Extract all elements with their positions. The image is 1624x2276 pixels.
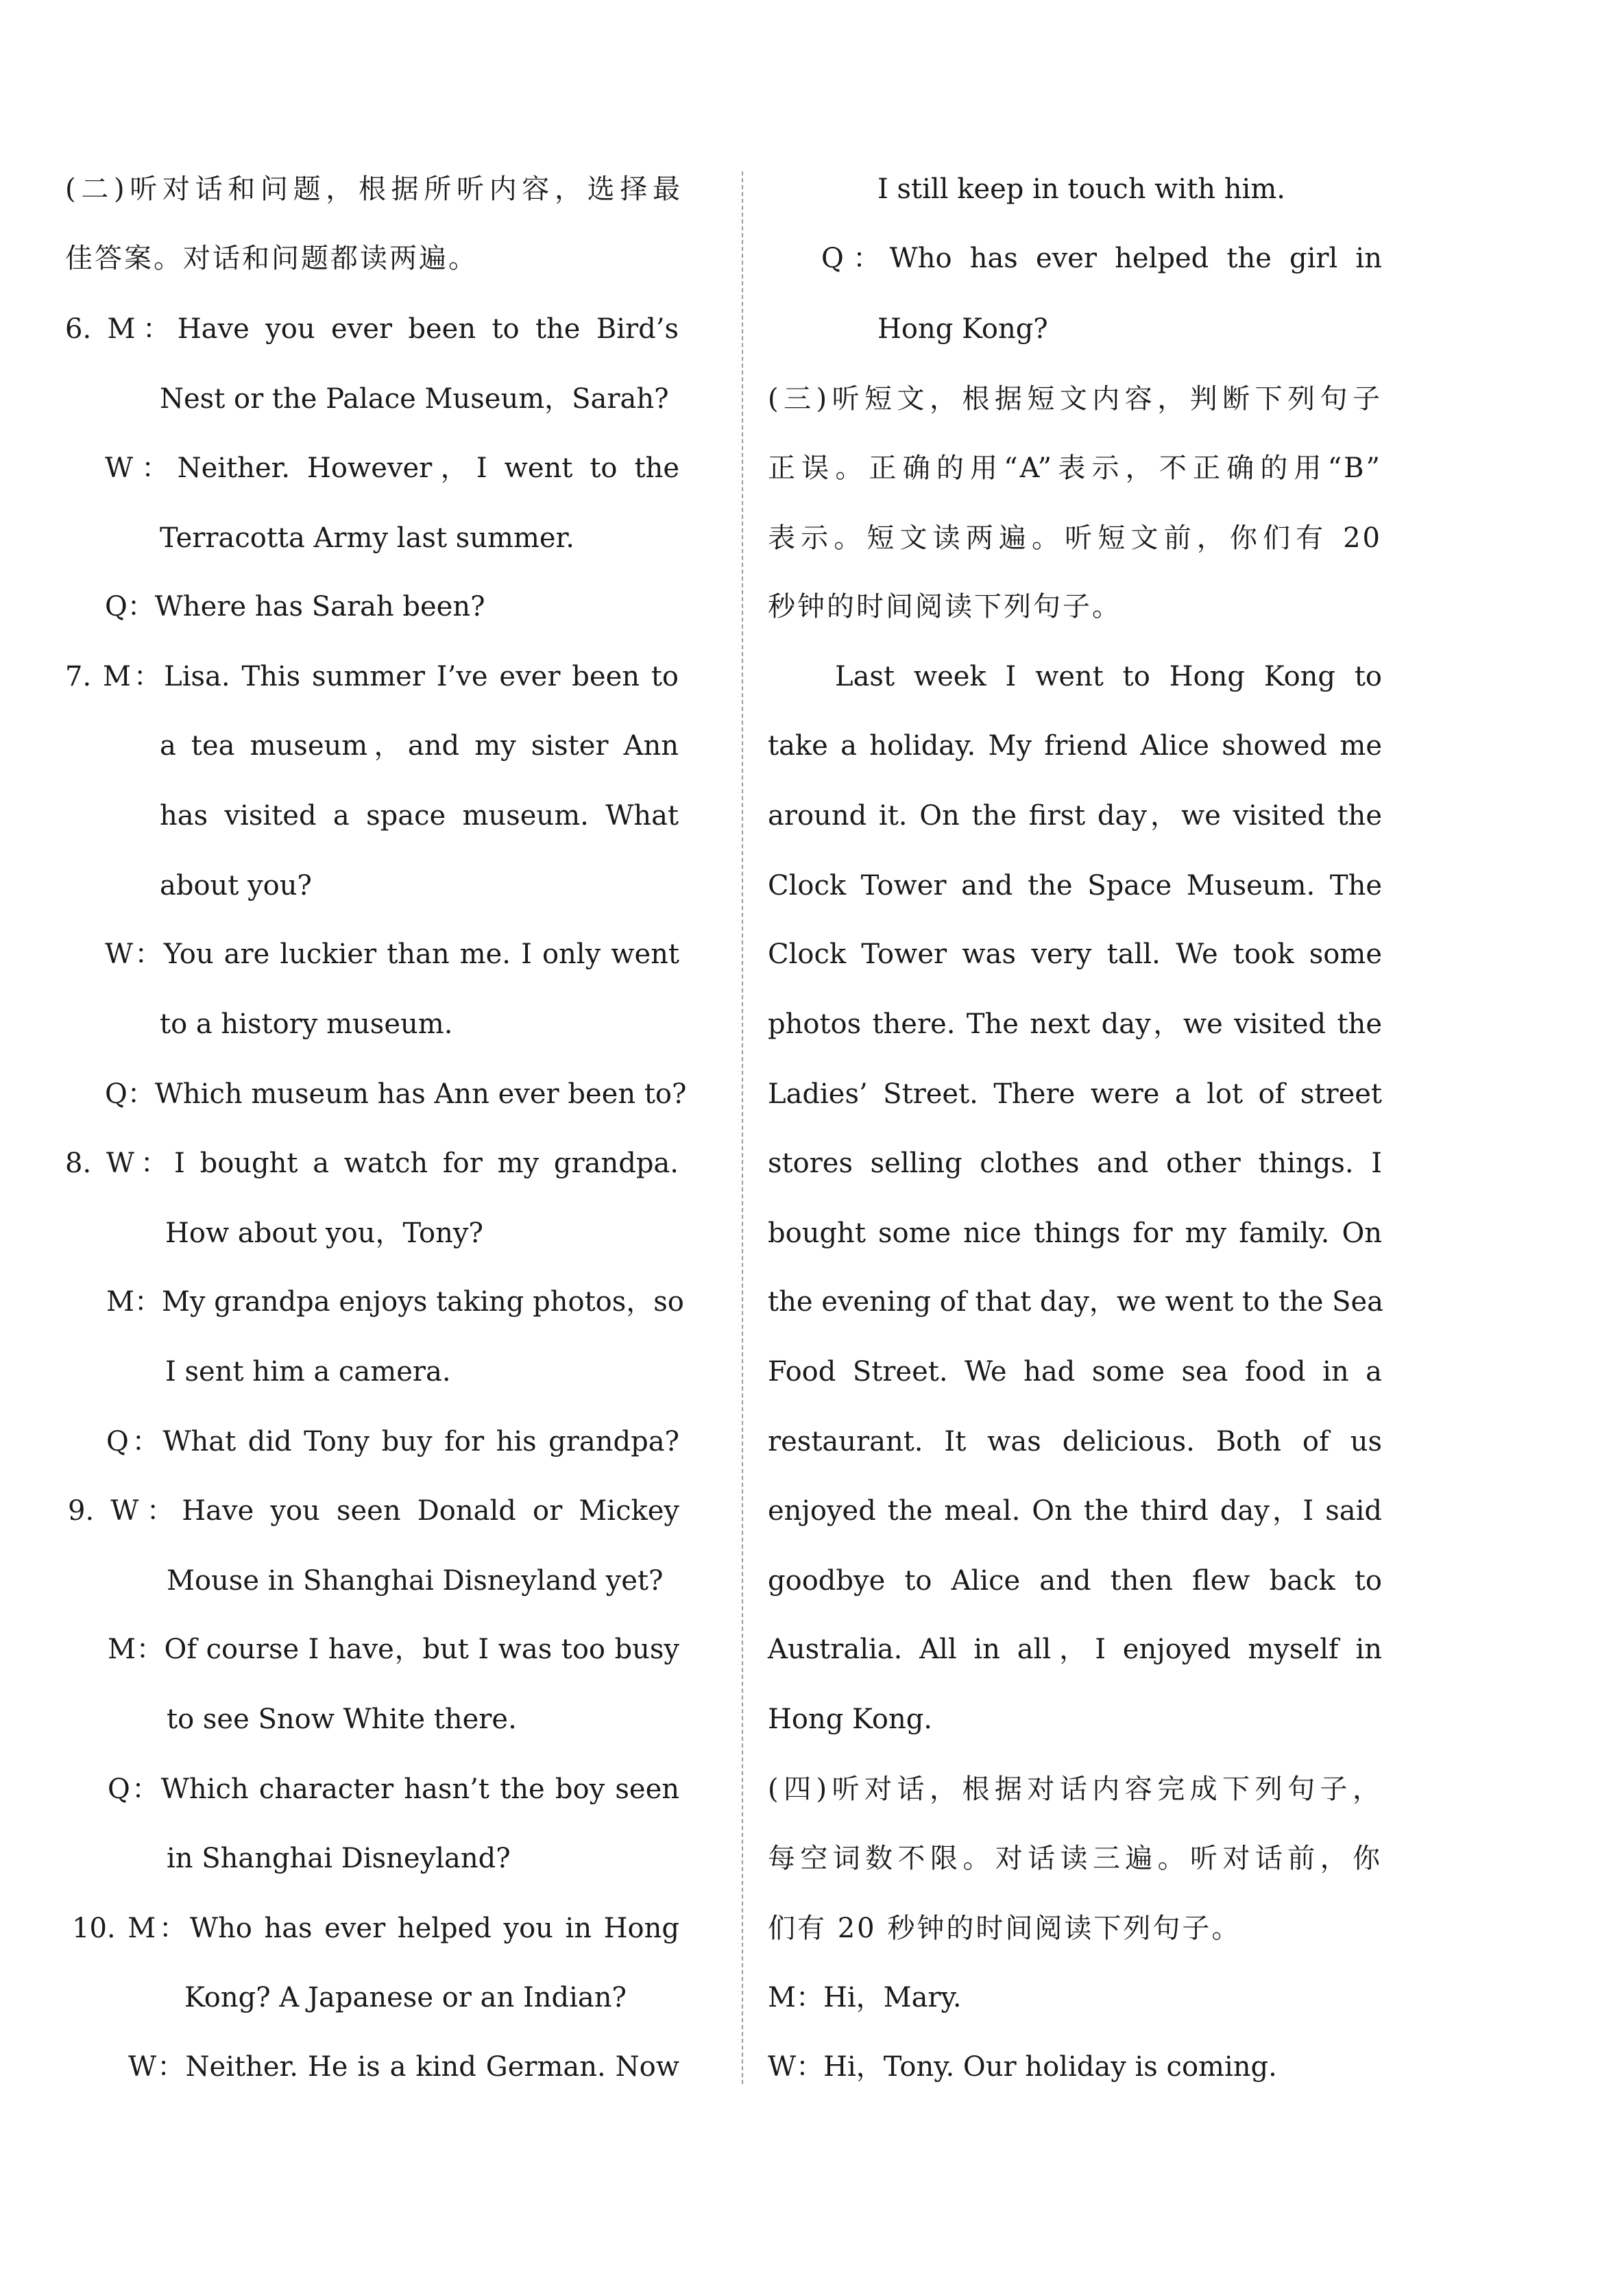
- q7-question: Q：Which museum has Ann ever been to?: [105, 1078, 687, 1110]
- section-instruction-3c: 秒钟的时间阅读下列句子。: [768, 591, 1122, 622]
- q10-question-1: Q：Who has ever helped the girl in: [821, 243, 1382, 274]
- passage-line-9: bought some nice things for my family. On: [768, 1218, 1382, 1249]
- q10-line-2: Kong? A Japanese or an Indian?: [184, 1982, 627, 2013]
- q6-line-1: 6. M：Have you ever been to the Bird’s: [65, 313, 679, 345]
- section-instruction-4a: 每空词数不限。对话读三遍。听对话前，你: [768, 1843, 1382, 1874]
- passage-line-6: photos there. The next day，we visited the: [768, 1008, 1382, 1040]
- q7-line-6: to a history museum.: [160, 1008, 453, 1040]
- section-heading-2: (二)听对话和问题，根据所听内容，选择最: [65, 173, 682, 205]
- q10-line-3: W：Neither. He is a kind German. Now: [128, 2051, 679, 2083]
- q7-line-1: 7. M：Lisa. This summer I’ve ever been to: [65, 661, 679, 692]
- passage-line-16: Hong Kong.: [768, 1704, 933, 1735]
- q9-line-3: M：Of course I have，but I was too busy: [108, 1634, 679, 1665]
- section-instruction-3b: 表示。短文读两遍。听短文前，你们有 20: [768, 522, 1382, 554]
- column-divider: [742, 171, 743, 2084]
- passage-line-4: Clock Tower and the Space Museum. The: [768, 870, 1382, 901]
- q8-line-1: 8. W：I bought a watch for my grandpa.: [65, 1148, 679, 1179]
- q8-line-4: I sent him a camera.: [165, 1356, 451, 1388]
- q6-question: Q：Where has Sarah been?: [105, 591, 485, 622]
- q8-question: Q：What did Tony buy for his grandpa?: [106, 1426, 679, 1457]
- passage-line-3: around it. On the first day，we visited the: [768, 800, 1382, 832]
- section-heading-3: (三)听短文，根据短文内容，判断下列句子: [768, 383, 1382, 415]
- dialogue-line-1: M：Hi，Mary.: [768, 1982, 962, 2013]
- q10-question-2: Hong Kong?: [877, 313, 1048, 345]
- q8-line-3: M：My grandpa enjoys taking photos，so: [106, 1286, 684, 1318]
- q7-line-2: a tea museum，and my sister Ann: [160, 730, 679, 762]
- passage-line-7: Ladies’ Street. There were a lot of street: [768, 1078, 1382, 1110]
- section-heading-4: (四)听对话，根据对话内容完成下列句子，: [768, 1773, 1382, 1805]
- passage-line-1: Last week I went to Hong Kong to: [835, 661, 1382, 692]
- section-instruction-4b: 们有 20 秒钟的时间阅读下列句子。: [768, 1913, 1241, 1944]
- q9-line-1: 9. W：Have you seen Donald or Mickey: [68, 1495, 679, 1527]
- q9-question-1: Q：Which character hasn’t the boy seen: [108, 1773, 679, 1805]
- dialogue-line-2: W：Hi，Tony. Our holiday is coming.: [768, 2051, 1277, 2083]
- passage-line-14: goodbye to Alice and then flew back to: [768, 1565, 1382, 1597]
- q10-line-1: 10. M：Who has ever helped you in Hong: [72, 1913, 679, 1944]
- q8-line-2: How about you，Tony?: [165, 1218, 483, 1249]
- q10-line-4: I still keep in touch with him.: [877, 173, 1285, 205]
- passage-line-2: take a holiday. My friend Alice showed me: [768, 730, 1382, 762]
- passage-line-12: restaurant. It was delicious. Both of us: [768, 1426, 1382, 1457]
- section-instruction-2: 佳答案。对话和问题都读两遍。: [65, 243, 478, 274]
- q7-line-4: about you?: [160, 870, 312, 901]
- q7-line-3: has visited a space museum. What: [160, 800, 679, 832]
- section-instruction-3a: 正误。正确的用“A”表示，不正确的用“B”: [768, 452, 1382, 484]
- q6-line-2: Nest or the Palace Museum，Sarah?: [160, 383, 669, 415]
- q9-line-4: to see Snow White there.: [167, 1704, 517, 1735]
- q9-line-2: Mouse in Shanghai Disneyland yet?: [167, 1565, 664, 1597]
- passage-line-11: Food Street. We had some sea food in a: [768, 1356, 1382, 1388]
- passage-line-8: stores selling clothes and other things. I: [768, 1148, 1382, 1179]
- passage-line-15: Australia. All in all，I enjoyed myself in: [768, 1634, 1382, 1665]
- passage-line-10: the evening of that day，we went to the Sea: [768, 1286, 1384, 1318]
- q9-question-2: in Shanghai Disneyland?: [167, 1843, 511, 1874]
- q6-line-3: W：Neither. However，I went to the: [105, 452, 679, 484]
- q7-line-5: W：You are luckier than me. I only went: [105, 939, 679, 970]
- q6-line-4: Terracotta Army last summer.: [160, 522, 574, 554]
- passage-line-13: enjoyed the meal. On the third day，I said: [768, 1495, 1382, 1527]
- passage-line-5: Clock Tower was very tall. We took some: [768, 939, 1382, 970]
